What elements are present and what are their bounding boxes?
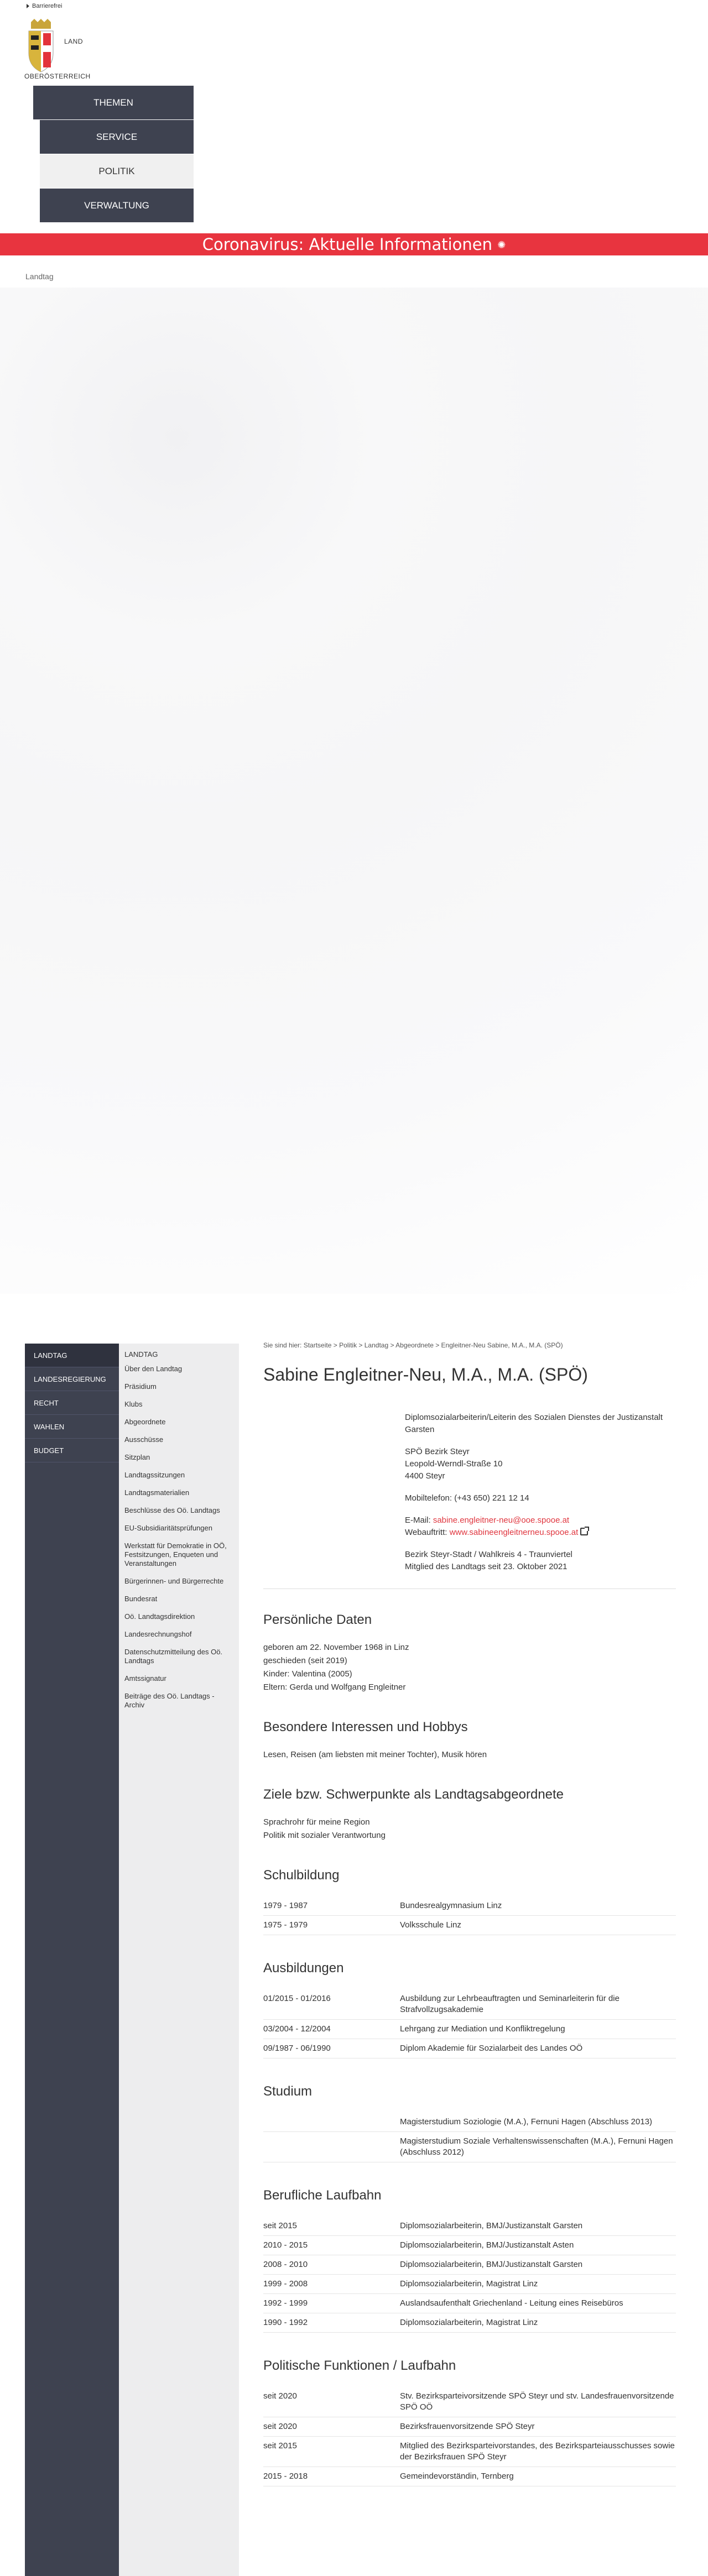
section-title: Ziele bzw. Schwerpunkte als Landtagsabgeordnete [263,1787,564,1802]
subnav-item[interactable]: Klubs [124,1400,143,1408]
profile-role: Diplomsozialarbeiterin/Leiterin des Sozialen Dienstes der Justizanstalt Garsten [405,1413,663,1434]
career-table [263,2217,676,2333]
table-row: 1975 - 1979 Volksschule Linz [263,1916,676,1935]
landtag-subnavigation [119,1344,239,2576]
email-link[interactable]: sabine.engleitner-neu@ooe.spooe.at [433,1516,570,1525]
subnav-item[interactable]: Ausschüsse [124,1435,164,1444]
table-row: 1990 - 1992 Diplomsozialarbeiterin, Magistrat Linz [263,2313,676,2333]
subnav-item[interactable]: Über den Landtag [124,1365,183,1373]
table-row: 01/2015 - 01/2016 Ausbildung zur Lehrbeauftragten und Seminarleiterin für die Strafvollzugsakademie [263,1989,676,2020]
corona-banner[interactable] [0,233,708,255]
accessibility-link[interactable]: Barrierefrei [27,3,62,9]
table-row: seit 2015 Mitglied des Bezirksparteivorstandes, des Bezirksparteiausschusses sowie der Bezirksfrauen SPÖ Steyr [263,2437,676,2467]
page-title: Sabine Engleitner-Neu, M.A., M.A. (SPÖ) [263,1365,588,1384]
web-label: Webauftritt: [405,1528,450,1537]
goals-line: Politik mit sozialer Verantwortung [263,1831,386,1840]
goals-line: Sprachrohr für meine Region [263,1817,370,1827]
subnav-item[interactable]: Landesrechnungshof [124,1630,192,1638]
sidebar-item-recht[interactable]: RECHT [25,1391,119,1415]
subnav-item[interactable]: Oö. Landtagsdirektion [124,1612,195,1621]
subnav-item[interactable]: Datenschutzmitteilung des Oö. Landtags [124,1648,223,1665]
subnav-item[interactable]: Bundesrat [124,1595,158,1603]
subnav-heading[interactable]: LANDTAG [124,1350,158,1358]
table-row: seit 2020 Bezirksfrauenvorsitzende SPÖ Steyr [263,2417,676,2437]
main-navigation [33,86,194,223]
virus-icon: ✺ [497,239,506,251]
subnav-item[interactable]: Landtagsmaterialien [124,1488,190,1497]
sidebar-item-landesregierung[interactable]: LANDESREGIERUNG [25,1367,119,1391]
subnav-item[interactable]: Präsidium [124,1382,157,1391]
member-since-text: Mitglied des Landtags seit 23. Oktober 2021 [405,1562,568,1571]
section-title: Politische Funktionen / Laufbahn [263,2358,456,2373]
subnav-item[interactable]: Beiträge des Oö. Landtags - Archiv [124,1692,215,1709]
subnav-item[interactable]: Amtssignatur [124,1674,166,1683]
nav-item-politik[interactable]: POLITIK [40,154,194,188]
district-text: Bezirk Steyr-Stadt / Wahlkreis 4 - Traunviertel [405,1550,572,1559]
sidebar-item-wahlen[interactable]: WAHLEN [25,1415,119,1439]
section-sidebar [25,1344,119,2576]
section-title: Studium [263,2084,313,2099]
section-title: Schulbildung [263,1868,340,1883]
subnav-item[interactable]: Abgeordnete [124,1418,166,1426]
table-row: 03/2004 - 12/2004 Lehrgang zur Mediation und Konfliktregelung [263,2020,676,2039]
section-title: Besondere Interessen und Hobbys [263,1720,468,1734]
table-row: 1999 - 2008 Diplomsozialarbeiterin, Magistrat Linz [263,2275,676,2294]
personal-line: geschieden (seit 2019) [263,1656,347,1665]
subnav-item[interactable]: EU-Subsidiaritätsprüfungen [124,1524,212,1532]
profile-mobile: Mobiltelefon: (+43 650) 221 12 14 [405,1493,529,1503]
personal-line: Eltern: Gerda und Wolfgang Engleitner [263,1683,406,1692]
table-row: 1992 - 1999 Auslandsaufenthalt Griechenland - Leitung eines Reisebüros [263,2294,676,2313]
nav-item-themen[interactable]: THEMEN [33,86,194,119]
section-label[interactable]: Landtag [25,272,54,281]
office-name: SPÖ Bezirk Steyr [405,1447,470,1456]
site-logo[interactable] [24,19,102,85]
main-content [263,1340,676,2512]
table-row: seit 2015 Diplomsozialarbeiterin, BMJ/Justizanstalt Garsten [263,2217,676,2236]
subnav-item[interactable]: Beschlüsse des Oö. Landtags [124,1506,220,1514]
logo-text-oberoesterreich: OBERÖSTERREICH [24,72,91,80]
contact-card [405,1412,676,1573]
external-link-icon [580,1528,588,1535]
interests-line: Lesen, Reisen (am liebsten mit meiner Tochter), Musik hören [263,1750,487,1759]
profile-district [405,1549,676,1573]
profile-address [405,1446,676,1482]
school-section [263,1868,676,1935]
sidebar-item-landtag[interactable]: LANDTAG [25,1344,119,1367]
profile-links [405,1514,676,1539]
table-row: 09/1987 - 06/1990 Diplom Akademie für Sozialarbeit des Landes OÖ [263,2039,676,2058]
breadcrumb[interactable]: Sie sind hier: Startseite > Politik > Landtag > Abgeordnete > Engleitner-Neu Sabine, M.A., M.A. (SPÖ) [263,1341,563,1349]
political-section [263,2358,676,2486]
triangle-right-icon [27,4,29,8]
website-link[interactable]: www.sabineengleitnerneu.spooe.at [449,1528,579,1537]
career-section [263,2188,676,2333]
office-street: Leopold-Werndl-Straße 10 [405,1459,503,1469]
political-table [263,2387,676,2486]
nav-item-verwaltung[interactable]: VERWALTUNG [40,189,194,222]
office-city: 4400 Steyr [405,1471,445,1481]
subnav-item[interactable]: Werkstatt für Demokratie in OÖ, Festsitzungen, Enqueten und Veranstaltungen [124,1542,227,1567]
study-section [263,2084,676,2162]
section-title: Ausbildungen [263,1961,344,1976]
training-table [263,1989,676,2058]
section-title: Persönliche Daten [263,1612,372,1627]
study-table [263,2113,676,2162]
table-row: 2010 - 2015 Diplomsozialarbeiterin, BMJ/Justizanstalt Asten [263,2236,676,2255]
table-row: 2015 - 2018 Gemeindevorständin, Ternberg [263,2467,676,2486]
school-table [263,1896,676,1935]
table-row: Magisterstudium Soziale Verhaltenswissenschaften (M.A.), Fernuni Hagen (Abschluss 2012) [263,2132,676,2162]
personal-line: Kinder: Valentina (2005) [263,1669,352,1679]
hero-image-area [0,288,708,1294]
coat-of-arms-icon [24,19,58,74]
table-row: 1979 - 1987 Bundesrealgymnasium Linz [263,1896,676,1916]
nav-item-service[interactable]: SERVICE [40,120,194,154]
section-title: Berufliche Laufbahn [263,2188,382,2203]
subnav-item[interactable]: Landtagssitzungen [124,1471,185,1479]
table-row: seit 2020 Stv. Bezirksparteivorsitzende SPÖ Steyr und stv. Landesfrauenvorsitzende SPÖ OÖ [263,2387,676,2417]
email-label: E-Mail: [405,1516,433,1525]
training-section [263,1961,676,2058]
banner-text: Coronavirus: Aktuelle Informationen [202,235,492,254]
sidebar-item-budget[interactable]: BUDGET [25,1439,119,1462]
table-row: Magisterstudium Soziologie (M.A.), Fernuni Hagen (Abschluss 2013) [263,2113,676,2132]
personal-line: geboren am 22. November 1968 in Linz [263,1643,409,1652]
logo-text-land: LAND [64,38,84,45]
goals-section [263,1787,676,1842]
table-row: 2008 - 2010 Diplomsozialarbeiterin, BMJ/Justizanstalt Garsten [263,2255,676,2275]
personal-data-section [263,1612,676,1694]
subnav-item[interactable]: Sitzplan [124,1453,150,1461]
subnav-item[interactable]: Bürgerinnen- und Bürgerrechte [124,1577,224,1585]
interests-section [263,1720,676,1762]
